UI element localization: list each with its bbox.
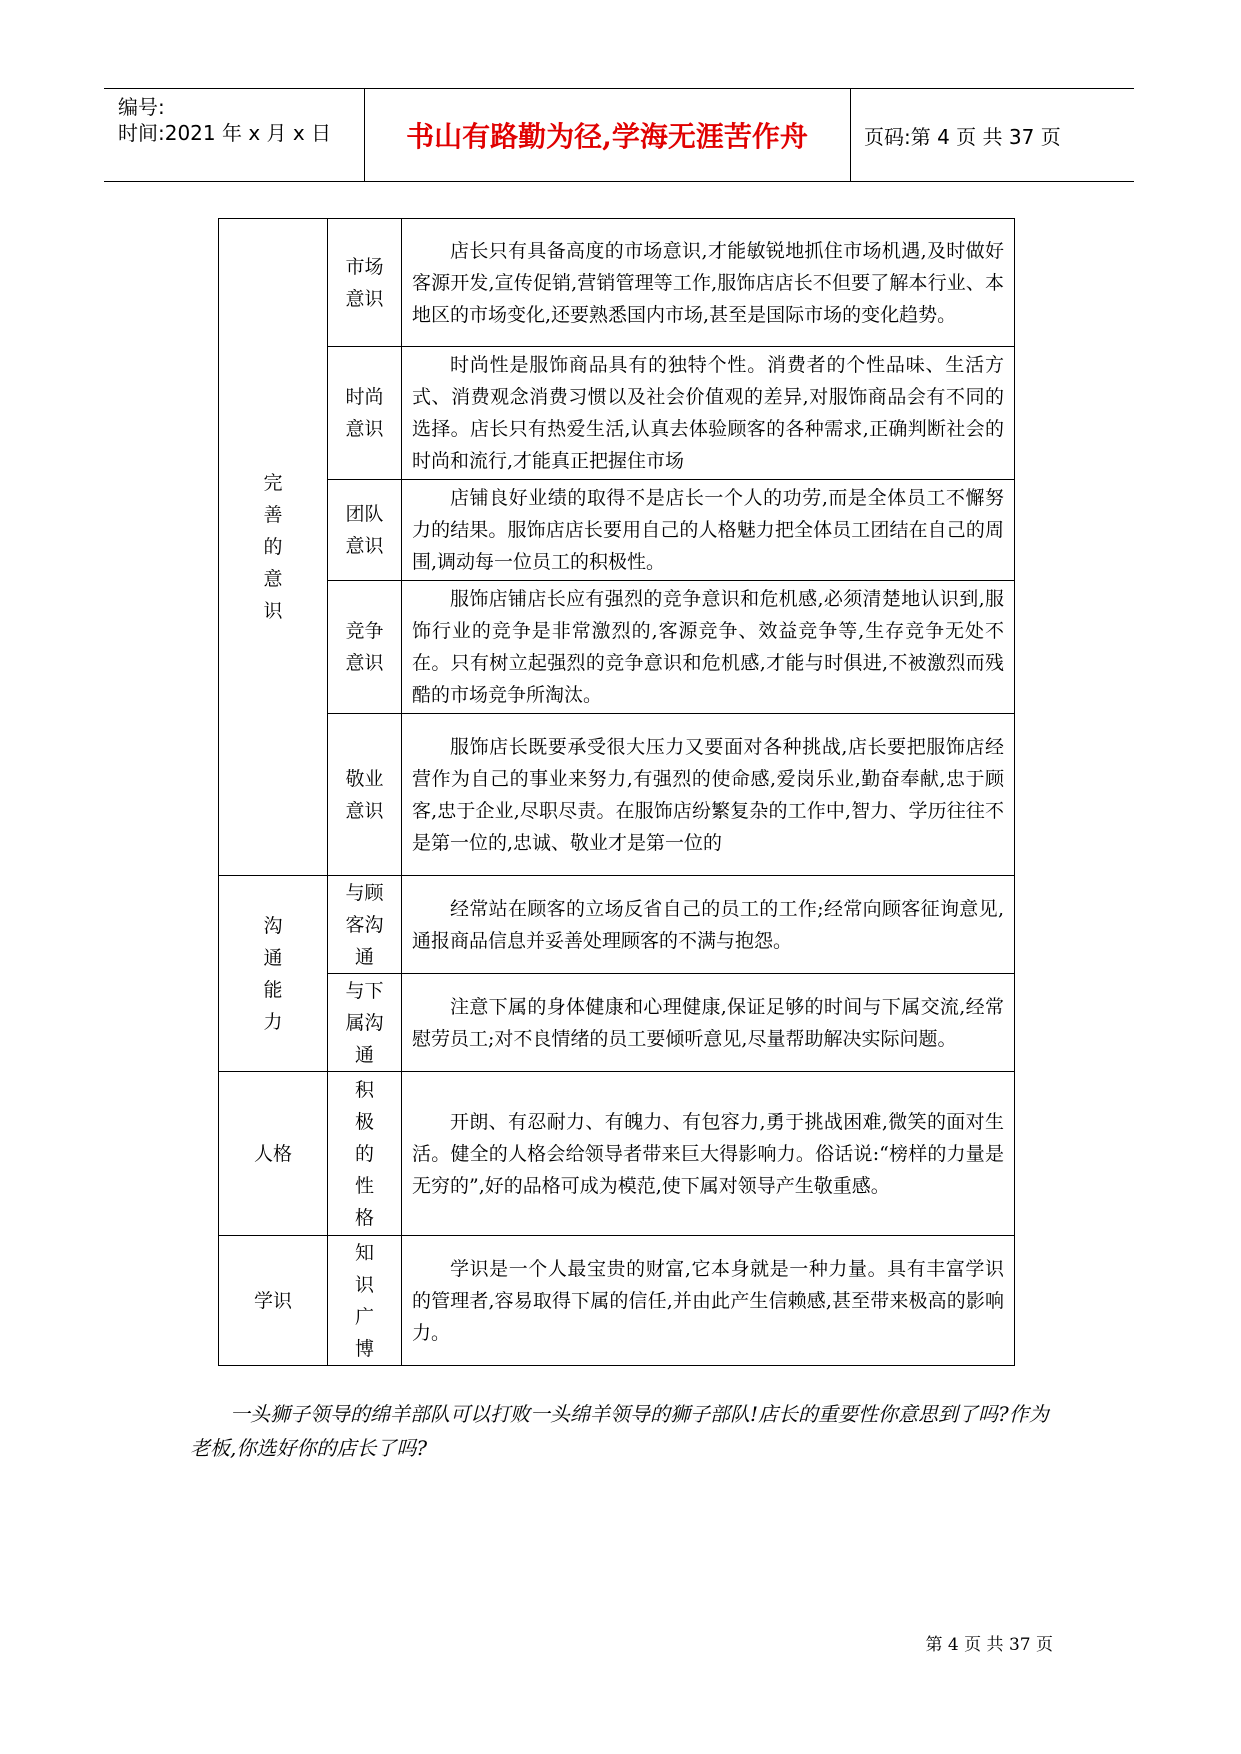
header-meta: [104, 89, 365, 181]
table-row: [219, 1072, 1015, 1236]
table-row: [219, 1236, 1015, 1366]
category-cell: [219, 219, 328, 876]
category-cell: [219, 1236, 328, 1366]
subcategory-label: 与下属沟通: [345, 979, 384, 1066]
table-row: [219, 974, 1015, 1072]
header-page-label: 页码:第 4 页 共 37 页: [864, 124, 1061, 149]
subcategory-cell: [328, 714, 402, 876]
description-cell: 店长只有具备高度的市场意识,才能敏锐地抓住市场机遇,及时做好客源开发,宣传促销,营销管理等工作,服饰店店长不但要了解本行业、本地区的市场变化,还要熟悉国内市场,甚至是国际市场的变化趋势。: [402, 219, 1015, 347]
category-label: 完善的意识: [263, 472, 283, 622]
header-motto: 书山有路勤为径,学海无涯苦作舟: [364, 89, 851, 181]
category-label: 人格: [253, 1142, 292, 1165]
table-row: [219, 876, 1015, 974]
subcategory-label: 知识广博: [354, 1241, 374, 1360]
subcategory-cell: [328, 1236, 402, 1366]
subcategory-cell: [328, 581, 402, 714]
manager-qualities-table: [218, 218, 1015, 1366]
category-label: 沟通能力: [263, 914, 283, 1033]
subcategory-cell: [328, 219, 402, 347]
page-number-footer: 第 4 页 共 37 页: [925, 1635, 1053, 1655]
description-cell: 店铺良好业绩的取得不是店长一个人的功劳,而是全体员工不懈努力的结果。服饰店店长要用自己的人格魅力把全体员工团结在自己的周围,调动每一位员工的积极性。: [402, 480, 1015, 581]
description-cell: 注意下属的身体健康和心理健康,保证足够的时间与下属交流,经常慰劳员工;对不良情绪的员工要倾听意见,尽量帮助解决实际问题。: [402, 974, 1015, 1072]
description-cell: 学识是一个人最宝贵的财富,它本身就是一种力量。具有丰富学识的管理者,容易取得下属的信任,并由此产生信赖感,甚至带来极高的影响力。: [402, 1236, 1015, 1366]
subcategory-label: 竞争意识: [345, 620, 384, 674]
subcategory-cell: [328, 876, 402, 974]
number-label: 编号:: [118, 95, 165, 119]
subcategory-cell: [328, 347, 402, 480]
category-cell: [219, 876, 328, 1072]
time-label: 时间:2021 年 x 月 x 日: [118, 121, 332, 145]
subcategory-label: 积极的性格: [354, 1078, 374, 1229]
page-header: [104, 88, 1134, 182]
description-cell: 时尚性是服饰商品具有的独特个性。消费者的个性品味、生活方式、消费观念消费习惯以及社会价值观的差异,对服饰商品会有不同的选择。店长只有热爱生活,认真去体验顾客的各种需求,正确判断社会的时尚和流行,才能真正把握住市场: [402, 347, 1015, 480]
subcategory-label: 团队意识: [345, 503, 384, 557]
table-row: [219, 581, 1015, 714]
subcategory-cell: [328, 480, 402, 581]
subcategory-cell: [328, 974, 402, 1072]
subcategory-label: 敬业意识: [345, 767, 384, 822]
category-cell: [219, 1072, 328, 1236]
description-cell: 服饰店铺店长应有强烈的竞争意识和危机感,必须清楚地认识到,服饰行业的竞争是非常激烈的,客源竞争、效益竞争等,生存竞争无处不在。只有树立起强烈的竞争意识和危机感,才能与时俱进,不被激烈而残酷的市场竞争所淘汰。: [402, 581, 1015, 714]
category-label: 学识: [253, 1289, 292, 1312]
table-row: [219, 219, 1015, 347]
description-cell: 服饰店长既要承受很大压力又要面对各种挑战,店长要把服饰店经营作为自己的事业来努力,有强烈的使命感,爱岗乐业,勤奋奉献,忠于顾客,忠于企业,尽职尽责。在服饰店纷繁复杂的工作中,智力、学历往往不是第一位的,忠诚、敬业才是第一位的: [402, 714, 1015, 876]
subcategory-label: 时尚意识: [345, 386, 384, 440]
subcategory-label: 市场意识: [345, 255, 384, 310]
closing-paragraph: 一头狮子领导的绵羊部队可以打败一头绵羊领导的狮子部队!店长的重要性你意思到了吗?作为老板,你选好你的店长了吗?: [190, 1402, 1049, 1460]
table-row: [219, 714, 1015, 876]
table-row: [219, 347, 1015, 480]
subcategory-label: 与顾客沟通: [345, 881, 384, 968]
subcategory-cell: [328, 1072, 402, 1236]
description-cell: 经常站在顾客的立场反省自己的员工的工作;经常向顾客征询意见,通报商品信息并妥善处理顾客的不满与抱怨。: [402, 876, 1015, 974]
table-row: [219, 480, 1015, 581]
description-cell: 开朗、有忍耐力、有魄力、有包容力,勇于挑战困难,微笑的面对生活。健全的人格会给领导者带来巨大得影响力。俗话说:“榜样的力量是无穷的”,好的品格可成为模范,使下属对领导产生敬重感。: [402, 1072, 1015, 1236]
